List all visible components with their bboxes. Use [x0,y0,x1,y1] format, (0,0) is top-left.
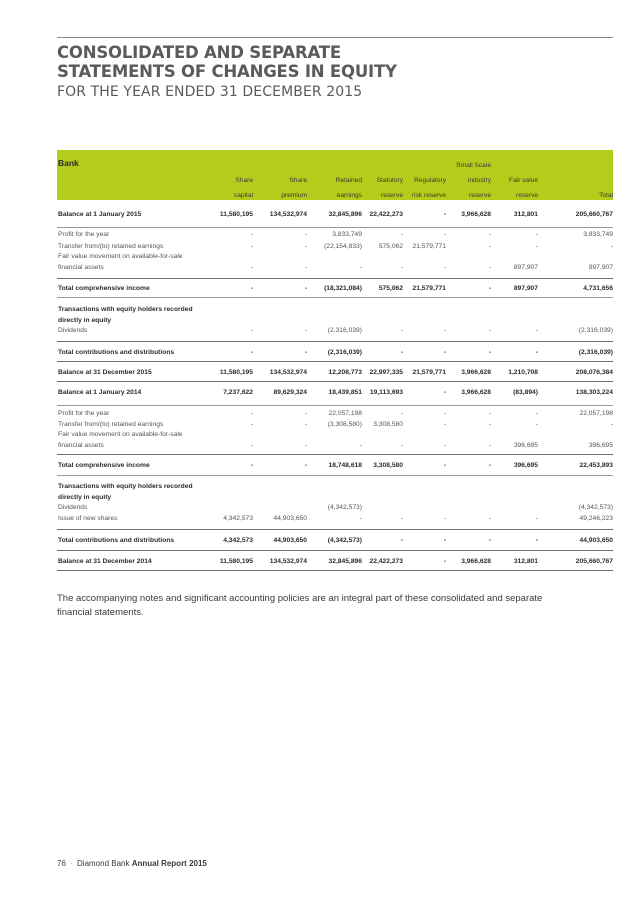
table-cell: 575,062 [378,243,403,250]
table-cell: 205,660,767 [575,558,613,565]
table-cell: 22,422,273 [369,558,403,565]
table-cell: - [443,421,446,428]
table-cell: 4,342,573 [223,515,253,522]
table-cell: 21,579,771 [412,285,446,292]
table-cell: 312,801 [513,211,538,218]
table-cell: - [535,327,538,334]
table-cell: - [304,327,307,334]
table-cell: - [359,442,362,449]
table-cell: 4,342,573 [223,537,253,544]
table-rule [57,278,613,279]
footnote: The accompanying notes and significant accounting policies are an integral part of these consolidated and separate financial statements. [57,593,543,618]
table-cell: 897,907 [513,264,538,271]
footer-bank: Diamond Bank [77,859,130,868]
table-cell: 22,997,335 [369,369,403,376]
table-cell: 44,903,650 [273,537,307,544]
column-header-line [543,173,613,188]
page-number: 76 [57,859,66,868]
table-cell: 12,208,773 [328,369,362,376]
table-row [57,367,613,379]
column-header-line: Fair value [509,177,538,184]
column-header-line: Retained [335,177,362,184]
column-header-line: reserve [516,192,538,199]
table-cell: - [304,231,307,238]
table-rule [57,550,613,551]
column-header [468,158,538,203]
table-cell: - [304,410,307,417]
table-cell: - [304,442,307,449]
table-cell: 21,579,771 [412,369,446,376]
table-row [57,347,613,359]
table-row [57,229,613,241]
table-cell: - [443,558,446,565]
table-cell: - [250,421,253,428]
column-header-line: Total [599,192,613,199]
column-header-line: Statutory [376,177,403,184]
table-cell: - [488,462,491,469]
table-cell: 22,057,198 [328,410,362,417]
column-header-line: reserve [469,192,491,199]
table-cell: - [400,327,403,334]
table-cell: - [488,243,491,250]
table-cell: - [443,462,446,469]
table-cell: - [359,264,362,271]
table-cell: - [535,349,538,356]
column-header-line: Small Scale [456,162,491,169]
table-cell: 575,062 [378,285,403,292]
table-cell: (4,342,573) [327,537,362,544]
table-cell: (83,894) [513,389,538,396]
table-cell: 3,966,628 [461,389,491,396]
table-cell: 18,748,618 [328,462,362,469]
table-cell: - [488,537,491,544]
table-cell: - [400,515,403,522]
row-label: Total contributions and distributions [58,349,175,356]
table-cell: - [400,264,403,271]
table-cell: - [488,231,491,238]
table-cell: 897,907 [513,285,538,292]
row-label: Profit for the year [58,410,110,417]
page-title-line-1: CONSOLIDATED AND SEPARATE [57,43,341,62]
table-cell: 18,439,851 [328,389,362,396]
table-cell: 44,903,650 [273,515,307,522]
table-cell: - [443,211,446,218]
table-cell: 134,532,974 [269,558,307,565]
column-header-line: Share [235,177,253,184]
page-title-line-2: STATEMENTS OF CHANGES IN EQUITY [57,62,397,81]
table-rule [57,570,613,571]
page-title [57,43,617,81]
table-cell: 138,303,224 [575,389,613,396]
table-cell: (3,308,580) [327,421,362,428]
entity-label: Bank [58,158,79,168]
footer-separator: · [67,859,76,868]
table-cell: - [535,410,538,417]
table-cell: 897,907 [588,264,613,271]
table-rule [57,454,613,455]
table-cell: - [250,462,253,469]
table-cell: 1,210,708 [508,369,538,376]
table-cell: 11,580,195 [219,369,253,376]
table-cell: - [443,410,446,417]
table-rule [57,341,613,342]
table-cell: - [610,421,613,428]
table-cell: - [488,349,491,356]
table-cell: 22,057,198 [579,410,613,417]
column-header-line: Share [289,177,307,184]
row-label: Issue of new shares [58,515,118,522]
table-cell: 312,801 [513,558,538,565]
column-header-line: industry [467,177,491,184]
table-cell: - [443,231,446,238]
table-cell: (2,316,039) [327,327,362,334]
table-row [57,513,613,525]
table-cell: - [488,410,491,417]
table-cell: 19,113,693 [369,389,403,396]
table-cell: - [304,349,307,356]
row-label: Balance at 1 January 2015 [58,211,142,218]
row-label: Total comprehensive income [58,462,150,469]
row-label: Balance at 31 December 2015 [58,369,152,376]
row-label: Transactions with equity holders recorded [58,306,193,313]
table-cell: 396,695 [513,442,538,449]
table-cell: 22,422,273 [369,211,403,218]
page-footer [57,859,207,868]
table-cell: - [535,515,538,522]
table-row [57,460,613,472]
table-rule [57,529,613,530]
table-cell: 11,580,195 [219,558,253,565]
table-cell: 21,579,771 [412,243,446,250]
table-cell: - [488,442,491,449]
table-cell: - [488,327,491,334]
table-row [57,440,613,452]
table-row [57,262,613,274]
table-cell: - [250,327,253,334]
table-cell: 208,076,384 [575,369,613,376]
table-cell: - [443,349,446,356]
column-header-line: capital [233,192,253,199]
row-label: directly in equity [58,317,112,324]
table-cell: 396,695 [588,442,613,449]
table-cell: - [443,515,446,522]
table-cell: - [304,462,307,469]
table-cell: 22,453,893 [579,462,613,469]
table-row [57,556,613,568]
table-cell: - [488,264,491,271]
row-label: Balance at 31 December 2014 [58,558,152,565]
table-cell: 134,532,974 [269,211,307,218]
table-cell: 32,845,896 [328,558,362,565]
table-cell: - [400,231,403,238]
column-header-line: risk reserve [411,192,446,199]
row-label: Transactions with equity holders recorded [58,483,193,490]
row-label: directly in equity [58,494,112,501]
table-rule [57,381,613,382]
row-label: Fair value movement on available-for-sale [58,253,183,260]
table-row [57,325,613,337]
table-cell: - [250,243,253,250]
table-cell: 4,731,656 [583,285,613,292]
table-cell: - [400,442,403,449]
table-cell: 3,966,628 [461,369,491,376]
row-label: Dividends [58,327,88,334]
table-cell: - [488,285,491,292]
table-cell: 7,237,622 [223,389,253,396]
table-cell: - [443,537,446,544]
table-cell: - [250,231,253,238]
table-row [57,387,613,399]
table-cell: - [443,264,446,271]
top-rule [57,37,613,38]
table-cell: - [610,243,613,250]
table-cell: 3,833,749 [332,231,362,238]
column-header-line [543,158,613,173]
table-cell: 134,532,974 [269,369,307,376]
table-rule [57,475,613,476]
table-cell: 44,903,650 [579,537,613,544]
table-cell: - [304,285,307,292]
table-cell: (18,321,084) [324,285,362,292]
row-label: Profit for the year [58,231,110,238]
table-cell: 205,660,767 [575,211,613,218]
table-cell: (4,342,573) [578,504,613,511]
table-cell: 89,629,324 [273,389,307,396]
table-rule [57,405,613,406]
column-header-line: reserve [381,192,403,199]
table-rule [57,227,613,228]
row-label: financial assets [58,442,104,449]
table-cell: - [250,410,253,417]
table-cell: - [400,537,403,544]
table-row [57,535,613,547]
table-cell: - [488,421,491,428]
table-cell: - [400,410,403,417]
footer-report: Annual Report 2015 [131,859,207,868]
table-cell: - [535,243,538,250]
table-cell: - [250,285,253,292]
table-cell: 3,308,580 [373,462,403,469]
row-label: Transfer from/(to) retained earnings [58,243,164,250]
table-cell: - [250,349,253,356]
table-cell: - [443,389,446,396]
column-header-line: premium [281,192,307,199]
table-cell: (2,316,039) [578,349,613,356]
table-cell: - [535,231,538,238]
table-cell: 11,580,195 [219,211,253,218]
table-cell: 49,246,223 [579,515,613,522]
table-cell: - [250,442,253,449]
column-header [543,158,613,203]
table-cell: 3,308,580 [373,421,403,428]
table-row [57,209,613,221]
table-cell: (4,342,573) [327,504,362,511]
row-label: Total comprehensive income [58,285,150,292]
table-cell: - [488,515,491,522]
row-label: financial assets [58,264,104,271]
row-label: Dividends [58,504,88,511]
page-subtitle: FOR THE YEAR ENDED 31 DECEMBER 2015 [57,84,363,100]
row-label: Transfer from/(to) retained earnings [58,421,164,428]
table-cell: - [250,264,253,271]
table-cell: - [304,421,307,428]
table-cell: 3,833,749 [583,231,613,238]
table-cell: (2,316,039) [327,349,362,356]
table-cell: - [400,349,403,356]
table-cell: - [535,421,538,428]
table-row [57,283,613,295]
table-cell: 3,966,628 [461,211,491,218]
row-label: Balance at 1 January 2014 [58,389,142,396]
column-header-line: earnings [336,192,362,199]
table-cell: (22,154,833) [324,243,362,250]
table-cell: - [443,327,446,334]
column-header-line [468,158,538,173]
table-cell: - [304,243,307,250]
table-cell: 3,966,628 [461,558,491,565]
table-cell: (2,316,039) [578,327,613,334]
row-label: Total contributions and distributions [58,537,175,544]
table-cell: 396,695 [513,462,538,469]
table-cell: - [535,537,538,544]
row-label: Fair value movement on available-for-sale [58,431,183,438]
table-rule [57,297,613,298]
table-cell: 32,845,896 [328,211,362,218]
table-rule [57,361,613,362]
table-cell: - [359,515,362,522]
column-header-line: Regulatory [414,177,446,184]
table-cell: - [304,264,307,271]
table-cell: - [443,442,446,449]
